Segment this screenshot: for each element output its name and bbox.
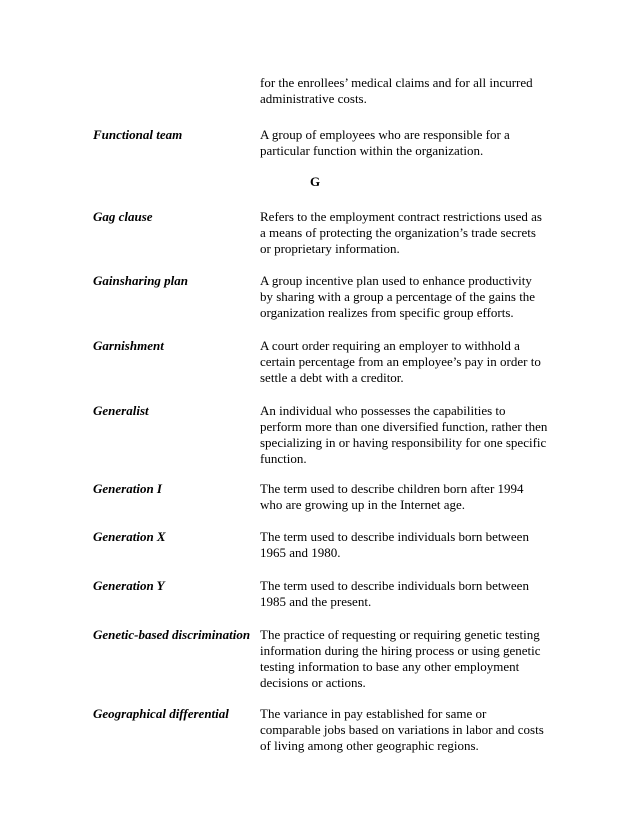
glossary-definition: The term used to describe individuals born between 1965 and 1980.: [260, 529, 529, 560]
glossary-term: Generation X: [93, 529, 166, 544]
glossary-definition: An individual who possesses the capabilities to perform more than one diversified function, rather then specializing in or having responsibility for one specific function.: [260, 403, 548, 466]
glossary-term: Generation Y: [93, 578, 165, 593]
glossary-term: Gainsharing plan: [93, 273, 189, 288]
glossary-term: Garnishment: [93, 338, 164, 353]
section-letter-heading: G: [310, 174, 321, 189]
glossary-term: Generalist: [93, 403, 149, 418]
glossary-term: Gag clause: [93, 209, 153, 224]
glossary-term: Geographical differential: [93, 706, 229, 721]
continued-definition: for the enrollees’ medical claims and for all incurred administrative costs.: [260, 75, 533, 106]
glossary-definition: The term used to describe children born after 1994 who are growing up in the Internet age.: [260, 481, 524, 512]
glossary-term: Generation I: [93, 481, 162, 496]
glossary-term: Genetic-based discrimination: [93, 627, 251, 642]
glossary-definition: The practice of requesting or requiring genetic testing information during the hiring process or using genetic testing information to base any other employment decisions or actions.: [260, 627, 541, 690]
glossary-definition: A court order requiring an employer to withhold a certain percentage from an employee’s pay in order to settle a debt with a creditor.: [260, 338, 541, 385]
glossary-term: Functional team: [93, 127, 183, 142]
glossary-definition: Refers to the employment contract restrictions used as a means of protecting the organization’s trade secrets or proprietary information.: [260, 209, 542, 256]
glossary-definition: The term used to describe individuals born between 1985 and the present.: [260, 578, 529, 609]
glossary-definition: A group incentive plan used to enhance productivity by sharing with a group a percentage of the gains the organization realizes from specific group efforts.: [260, 273, 536, 320]
glossary-definition: A group of employees who are responsible for a particular function within the organization.: [260, 127, 510, 158]
glossary-definition: The variance in pay established for same or comparable jobs based on variations in labor and costs of living among other geographic regions.: [260, 706, 544, 753]
